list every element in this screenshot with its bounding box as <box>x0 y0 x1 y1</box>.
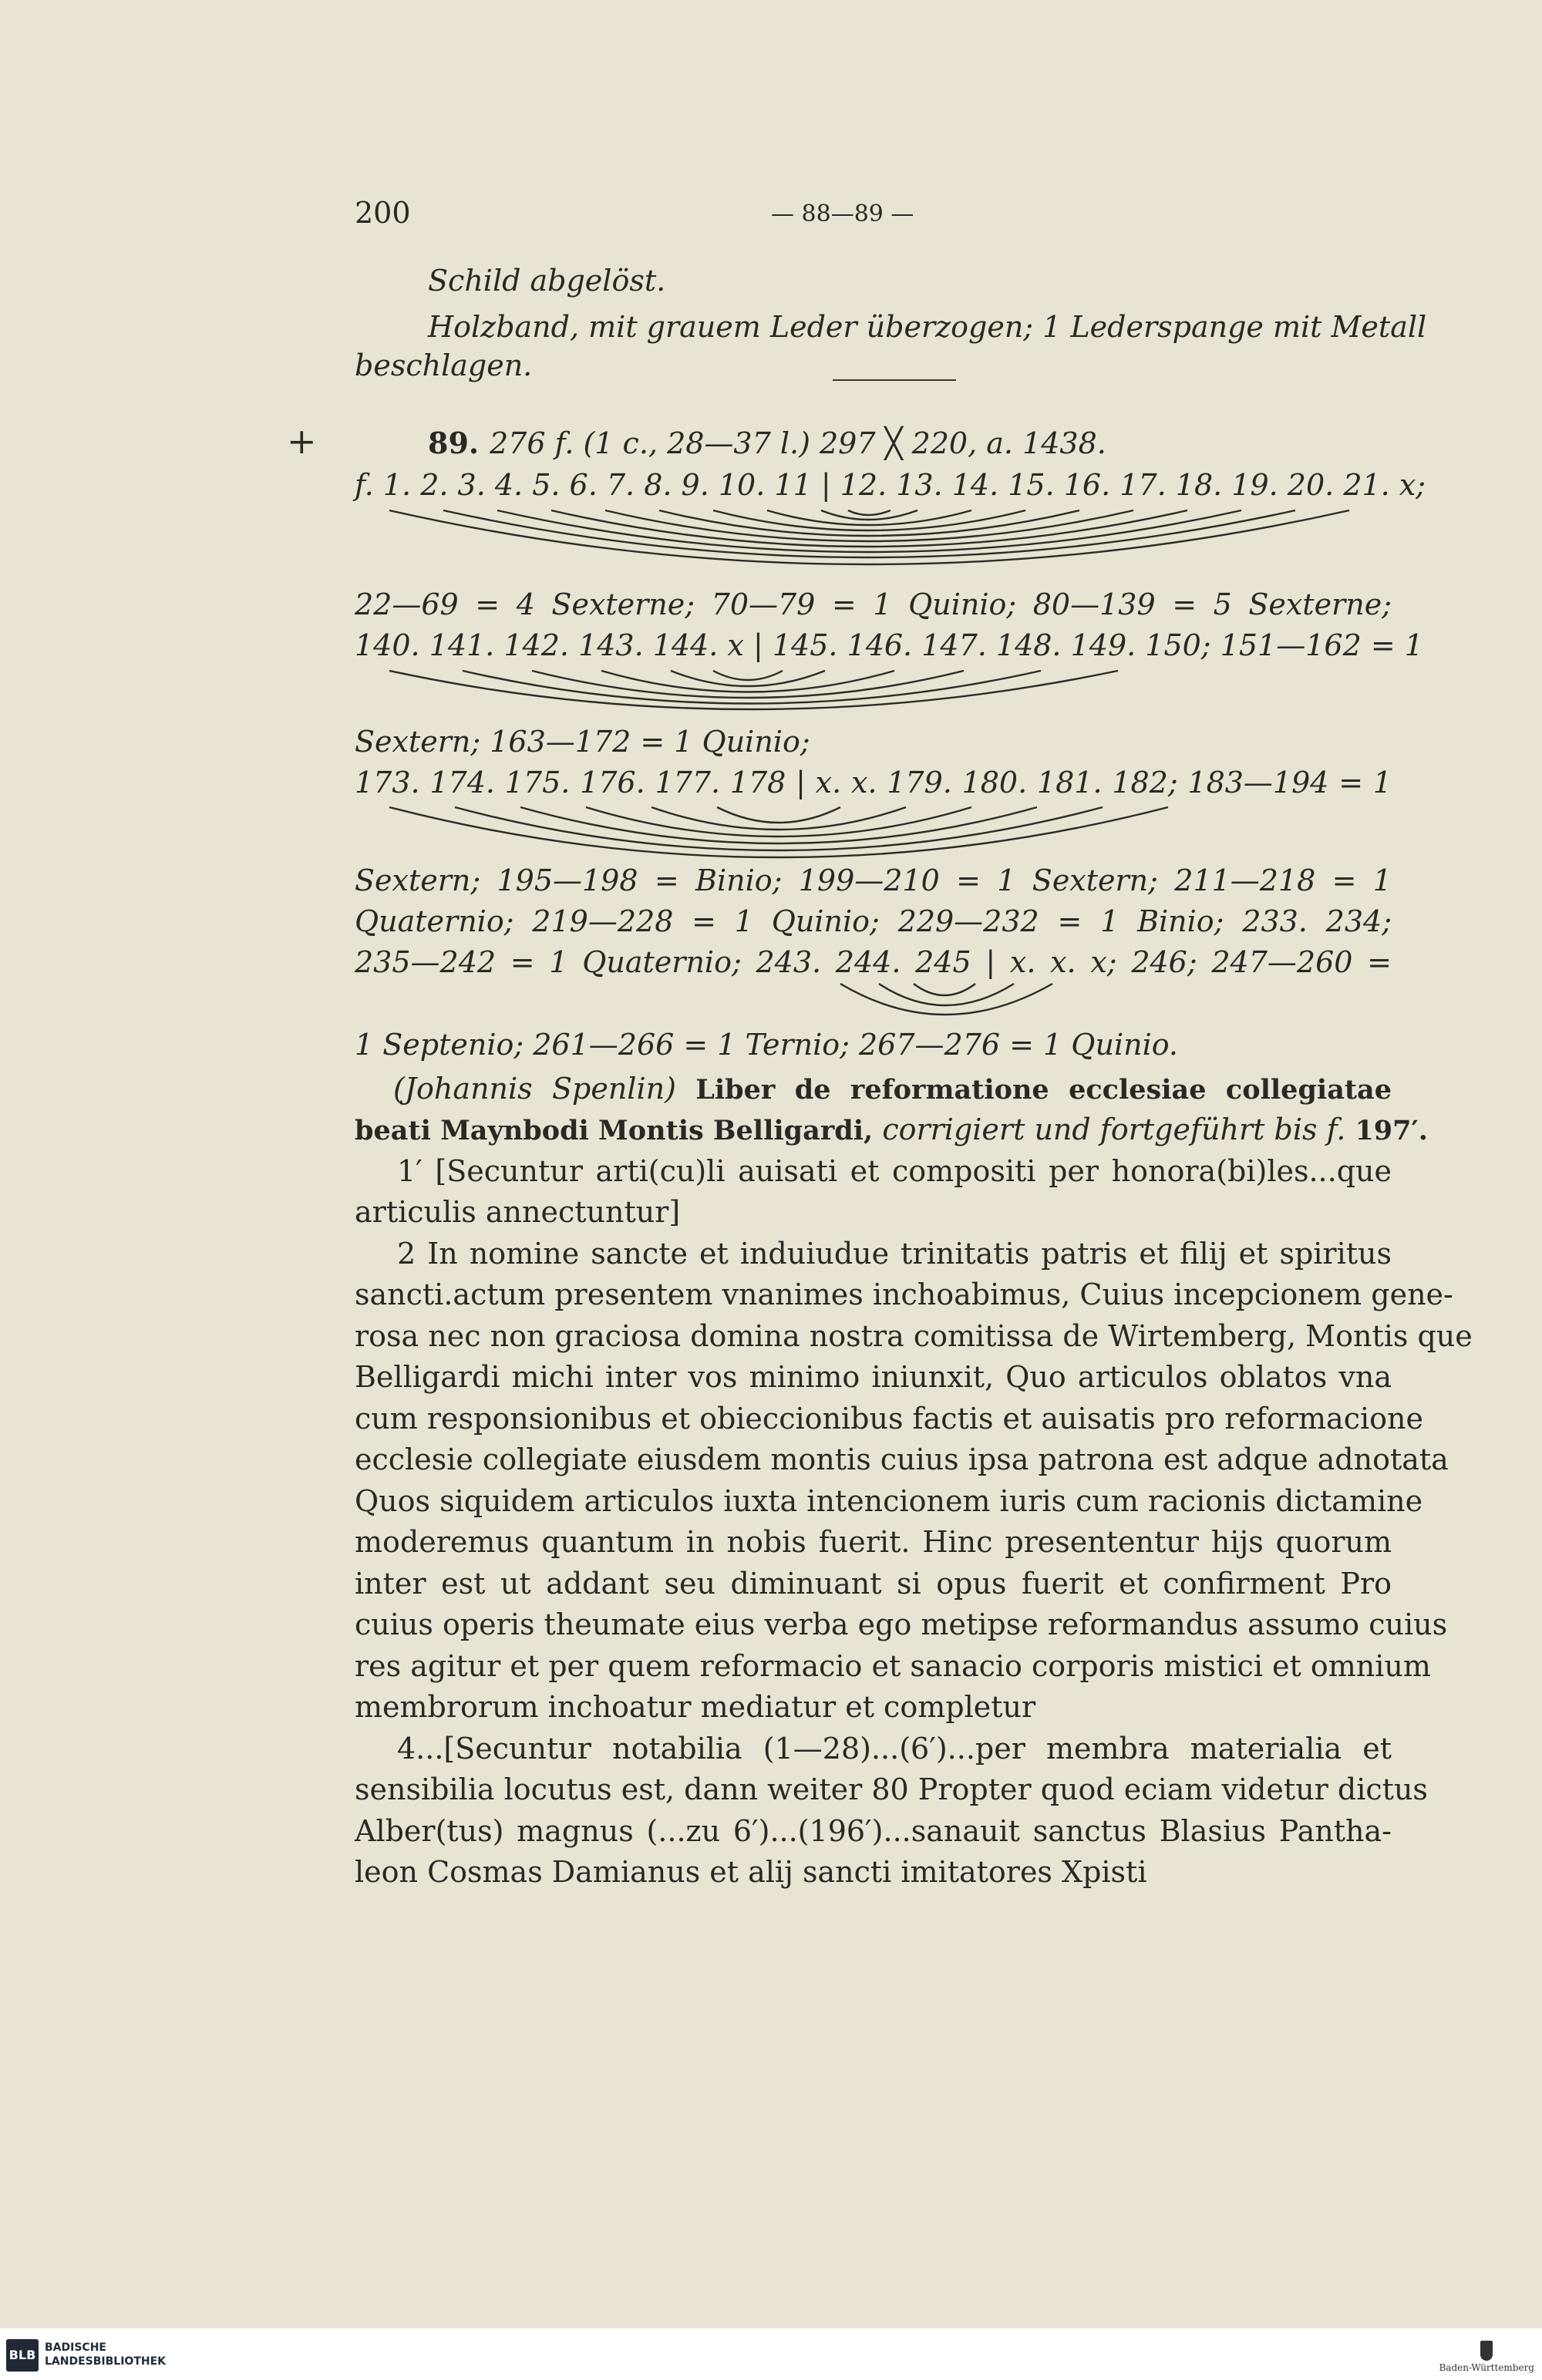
text-line-4: sancti.actum presentem vnanimes inchoabimus, Cuius incepcionem gene- <box>355 1278 1453 1311</box>
text-line-9: Quos siquidem articulos iuxta intencionem iuris cum racionis dictamine <box>355 1484 1423 1518</box>
text-line-3: 2 In nomine sancte et induiudue trinitatis patris et filij et spiritus <box>397 1237 1392 1271</box>
collation-line-2: 22—69 = 4 Sexterne; 70—79 = 1 Quinio; 80—139 = 5 Sexterne; <box>355 587 1392 621</box>
text-line-12: cuius operis theumate eius verba ego metipse reformandus assumo cuius <box>355 1607 1448 1641</box>
quire-diagram-2 <box>347 663 1396 717</box>
quire-diagram-4 <box>347 978 1396 1024</box>
text-line-1: 1′ [Secuntur arti(cu)li auisati et compositi per honora(bi)les...que <box>397 1154 1392 1188</box>
title-folio: 197′. <box>1355 1115 1428 1146</box>
text-line-5: rosa nec non graciosa domina nostra comitissa de Wirtemberg, Montis que <box>355 1319 1473 1353</box>
entry-heading: 276 f. (1 c., 28—37 l.) 297 ╳ 220, a. 1438. <box>490 426 1106 460</box>
section-rule <box>833 379 956 381</box>
text-line-8: ecclesie collegiate eiusdem montis cuius ipsa patrona est adque adnotata <box>355 1442 1449 1476</box>
entry-number: 89. <box>428 426 480 460</box>
state-name: Baden-Württemberg <box>1439 2362 1534 2373</box>
text-line-15: 4...[Secuntur notabilia (1—28)...(6′)...per membra materialia et <box>397 1732 1392 1766</box>
work-title-cont: beati Maynbodi Montis Belligardi, <box>355 1115 874 1146</box>
margin-mark: + <box>287 420 317 462</box>
library-name: BADISCHE LANDESBIBLIOTHEK <box>45 2341 167 2368</box>
collation-line-9: 1 Septenio; 261—266 = 1 Ternio; 267—276 = 1 Quinio. <box>355 1028 1179 1062</box>
prev-entry-line-1: Schild abgelöst. <box>428 264 666 298</box>
text-line-2: articulis annectuntur] <box>355 1195 681 1229</box>
title-note: corrigiert und fortgeführt bis f. <box>882 1113 1346 1146</box>
text-line-16: sensibilia locutus est, dann weiter 80 Propter quod eciam videtur dictus <box>355 1772 1428 1806</box>
text-line-14: membrorum inchoatur mediatur et completur <box>355 1690 1036 1724</box>
text-line-11: inter est ut addant seu diminuant si opus fuerit et confirment Pro <box>355 1567 1392 1601</box>
running-head: — 88—89 — <box>771 200 914 227</box>
work-title: Liber de reformatione ecclesiae collegiatae <box>695 1074 1392 1106</box>
author: (Johannis Spenlin) <box>393 1072 676 1106</box>
footer-bar <box>0 2328 1542 2380</box>
collation-line-1: f. 1. 2. 3. 4. 5. 6. 7. 8. 9. 10. 11 | 12. 13. 14. 15. 16. 17. 18. 19. 20. 21. x; <box>355 468 1426 502</box>
quire-diagram-1 <box>347 503 1396 572</box>
text-line-17: Alber(tus) magnus (...zu 6′)...(196′)...sanauit sanctus Blasius Pantha- <box>355 1814 1392 1848</box>
collation-line-5: 173. 174. 175. 176. 177. 178 | x. x. 179. 180. 181. 182; 183—194 = 1 <box>355 766 1392 800</box>
collation-line-7: Quaternio; 219—228 = 1 Quinio; 229—232 = 1 Binio; 233. 234; <box>355 904 1392 938</box>
crest-icon <box>1480 2341 1493 2361</box>
page-number: 200 <box>355 196 411 230</box>
collation-line-8: 235—242 = 1 Quaternio; 243. 244. 245 | x. x. x; 246; 247—260 = <box>355 945 1392 979</box>
state-logo <box>1439 2341 1534 2373</box>
text-line-6: Belligardi michi inter vos minimo iniunxit, Quo articulos oblatos vna <box>355 1360 1392 1394</box>
collation-line-6: Sextern; 195—198 = Binio; 199—210 = 1 Sextern; 211—218 = 1 <box>355 863 1392 897</box>
collation-line-4: Sextern; 163—172 = 1 Quinio; <box>355 725 810 759</box>
title-line-1 <box>393 1072 1392 1107</box>
title-line-2 <box>355 1113 1428 1148</box>
blb-logo: BLB <box>6 2339 39 2372</box>
text-line-13: res agitur et per quem reformacio et sanacio corporis mistici et omnium <box>355 1649 1431 1683</box>
prev-entry-line-2: Holzband, mit grauem Leder überzogen; 1 Lederspange mit Metall <box>428 310 1427 344</box>
collation-line-3: 140. 141. 142. 143. 144. x | 145. 146. 147. 148. 149. 150; 151—162 = 1 <box>355 628 1423 662</box>
prev-entry-line-3: beschlagen. <box>355 348 533 382</box>
quire-diagram-3 <box>347 800 1396 869</box>
text-line-10: moderemus quantum in nobis fuerit. Hinc presententur hijs quorum <box>355 1525 1392 1559</box>
text-line-18: leon Cosmas Damianus et alij sancti imitatores Xpisti <box>355 1855 1147 1889</box>
text-line-7: cum responsionibus et obieccionibus factis et auisatis pro reformacione <box>355 1402 1423 1436</box>
